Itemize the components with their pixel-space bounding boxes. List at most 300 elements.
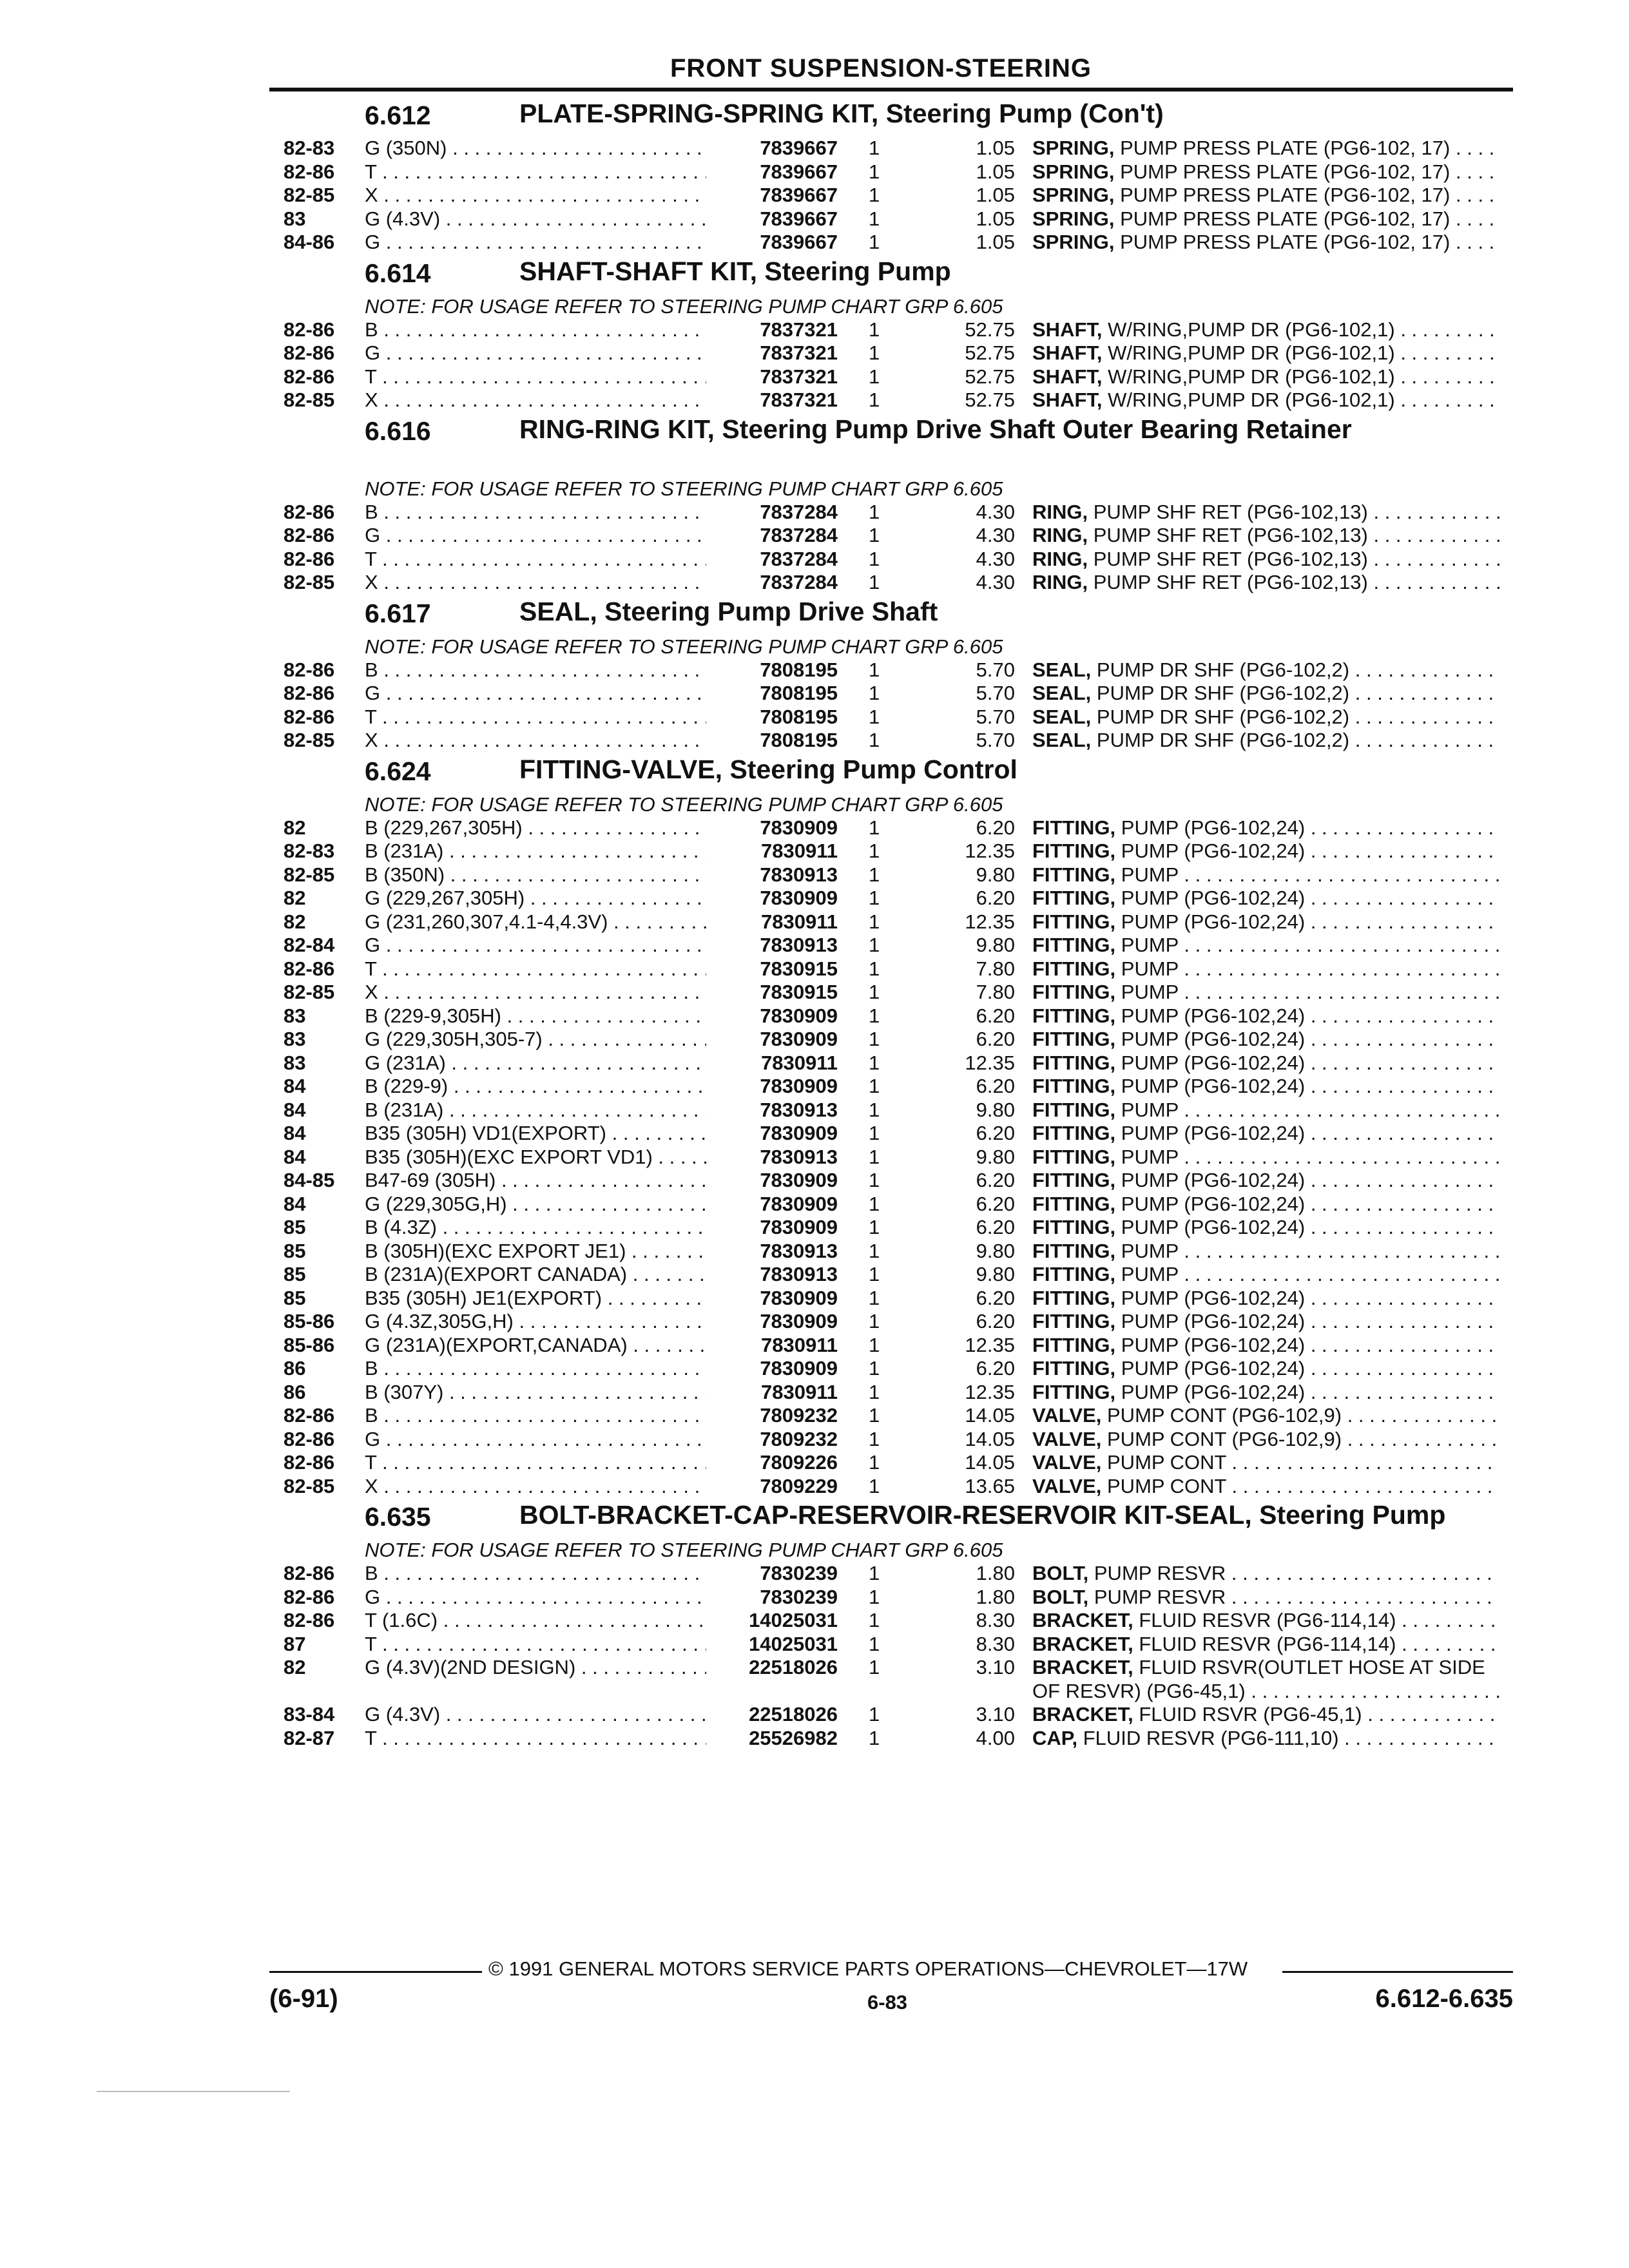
part-row — [0, 1146, 1629, 1169]
page-number: 6-83 — [867, 1991, 908, 2013]
part-description — [1032, 934, 1503, 957]
part-description-keyword: SPRING, — [1032, 184, 1115, 206]
part-description-text: PUMP — [1121, 1098, 1179, 1121]
section-number: 6.617 — [365, 598, 431, 628]
part-description-keyword: FITTING, — [1032, 1075, 1116, 1097]
model-code: G . . . — [365, 1586, 706, 1610]
part-number: 14025031 — [749, 1632, 838, 1655]
part-description-text: PUMP (PG6-102,24) — [1121, 887, 1306, 909]
quantity: 1 — [869, 571, 880, 593]
part-row — [0, 910, 1629, 934]
part-description-keyword: FITTING, — [1032, 1239, 1116, 1262]
model-code: G (229,305H,305-7) . . . — [365, 1028, 706, 1052]
part-number: 7830915 — [760, 981, 838, 1003]
part-description-text: PUMP — [1121, 981, 1179, 1003]
part-row — [0, 1451, 1629, 1475]
part-description-text: FLUID RSVR (PG6-45,1) — [1139, 1703, 1362, 1725]
part-description-keyword: BOLT, — [1032, 1585, 1089, 1608]
model-code: G (229,267,305H) . . . — [365, 887, 706, 910]
part-description-keyword: SHAFT, — [1032, 341, 1103, 364]
part-row — [0, 1263, 1629, 1287]
model-code: G . . . — [365, 341, 706, 365]
part-description-keyword: SPRING, — [1032, 231, 1115, 253]
part-description — [1032, 1287, 1503, 1311]
part-number: 7830909 — [760, 1004, 838, 1027]
section-title: SHAFT-SHAFT KIT, Steering Pump — [519, 256, 951, 286]
model-code: G (4.3V) . . . — [365, 207, 706, 231]
model-year: 85-86 — [284, 1310, 335, 1332]
group-range: 6.612-6.635 — [1375, 1984, 1513, 2013]
part-description-keyword: VALVE, — [1032, 1427, 1102, 1450]
quantity: 1 — [869, 1404, 880, 1427]
part-description — [1032, 548, 1503, 572]
model-year: 82-86 — [284, 957, 335, 980]
header-divider — [269, 88, 1513, 91]
part-description — [1032, 184, 1503, 207]
part-description — [1032, 501, 1503, 524]
part-row — [0, 1052, 1629, 1075]
price: 3.10 — [976, 1703, 1015, 1725]
part-description-keyword: FITTING, — [1032, 887, 1116, 909]
part-description-keyword: BOLT, — [1032, 1562, 1089, 1584]
part-description-text: FLUID RSVR(OUTLET HOSE AT SIDE OF RESVR) (PG6-45,1) — [1032, 1656, 1485, 1702]
part-row — [0, 658, 1629, 682]
part-description — [1032, 1609, 1503, 1633]
part-description — [1032, 1586, 1503, 1610]
model-year: 82-86 — [284, 341, 335, 364]
part-description-keyword: SHAFT, — [1032, 389, 1103, 411]
model-code: B35 (305H)(EXC EXPORT VD1) . . . — [365, 1146, 706, 1169]
part-description — [1032, 658, 1503, 682]
scan-artifact — [97, 2091, 290, 2092]
part-row — [0, 816, 1629, 840]
part-description-text: PUMP PRESS PLATE (PG6-102, 17) — [1120, 184, 1451, 206]
part-description — [1032, 389, 1503, 412]
part-description — [1032, 1028, 1503, 1052]
part-row — [0, 1727, 1629, 1751]
part-description-text: PUMP PRESS PLATE (PG6-102, 17) — [1120, 231, 1451, 253]
part-description — [1032, 1404, 1503, 1428]
part-description-text: PUMP (PG6-102,24) — [1121, 1192, 1306, 1215]
part-description-keyword: SPRING, — [1032, 207, 1115, 230]
part-number: 7830909 — [760, 1216, 838, 1238]
quantity: 1 — [869, 1357, 880, 1379]
part-description-keyword: BRACKET, — [1032, 1656, 1133, 1678]
quantity: 1 — [869, 207, 880, 230]
part-description-text: PUMP SHF RET (PG6-102,13) — [1093, 547, 1368, 570]
part-description — [1032, 840, 1503, 863]
part-description-keyword: FITTING, — [1032, 934, 1116, 956]
part-description-keyword: SPRING, — [1032, 160, 1115, 183]
part-description-keyword: CAP, — [1032, 1726, 1078, 1749]
quantity: 1 — [869, 840, 880, 862]
part-row — [0, 1428, 1629, 1452]
quantity: 1 — [869, 1004, 880, 1027]
part-description-text: PUMP SHF RET (PG6-102,13) — [1093, 500, 1368, 523]
part-description-text: PUMP DR SHF (PG6-102,2) — [1096, 658, 1350, 681]
part-description — [1032, 1146, 1503, 1169]
model-year: 82 — [284, 1656, 306, 1678]
part-number: 7839667 — [760, 231, 838, 253]
part-description-keyword: SHAFT, — [1032, 365, 1103, 388]
section-heading — [365, 101, 1629, 137]
part-description — [1032, 1381, 1503, 1405]
model-year: 82-85 — [284, 981, 335, 1003]
quantity: 1 — [869, 1192, 880, 1215]
part-description-keyword: RING, — [1032, 547, 1088, 570]
part-number: 7830911 — [761, 1333, 838, 1356]
price: 5.70 — [976, 658, 1015, 681]
part-description-keyword: RING, — [1032, 524, 1088, 546]
part-row — [0, 1004, 1629, 1028]
revision-date: (6-91) — [269, 1984, 338, 2013]
part-number: 7830239 — [760, 1585, 838, 1608]
price: 9.80 — [976, 1098, 1015, 1121]
model-code: X . . . — [365, 571, 706, 595]
quantity: 1 — [869, 1263, 880, 1285]
part-description-text: PUMP (PG6-102,24) — [1121, 1310, 1306, 1332]
model-year: 84 — [284, 1145, 306, 1168]
model-code: G (229,305G,H) . . . — [365, 1193, 706, 1216]
part-number: 7830909 — [760, 816, 838, 839]
part-description — [1032, 1240, 1503, 1264]
model-code: G . . . — [365, 682, 706, 706]
price: 6.20 — [976, 1216, 1015, 1238]
part-number: 7830909 — [760, 1075, 838, 1097]
part-description-text: PUMP (PG6-102,24) — [1121, 910, 1306, 933]
part-number: 7808195 — [760, 658, 838, 681]
model-code: B (229-9,305H) . . . — [365, 1004, 706, 1028]
section-note: NOTE: FOR USAGE REFER TO STEERING PUMP CHART GRP 6.605 — [365, 793, 1003, 816]
part-row — [0, 1475, 1629, 1499]
part-row — [0, 207, 1629, 231]
part-number: 7808195 — [760, 729, 838, 751]
model-year: 83-84 — [284, 1703, 335, 1725]
part-description-text: PUMP (PG6-102,24) — [1121, 1169, 1306, 1191]
price: 9.80 — [976, 1263, 1015, 1285]
part-row — [0, 1586, 1629, 1610]
model-year: 85 — [284, 1286, 306, 1309]
quantity: 1 — [869, 1286, 880, 1309]
part-number: 7839667 — [760, 207, 838, 230]
model-code: B (4.3Z) . . . — [365, 1216, 706, 1240]
price: 1.05 — [976, 231, 1015, 253]
price: 9.80 — [976, 934, 1015, 956]
part-description-text: PUMP (PG6-102,24) — [1121, 1075, 1306, 1097]
part-description-keyword: FITTING, — [1032, 1310, 1116, 1332]
quantity: 1 — [869, 1169, 880, 1191]
part-number: 7837284 — [760, 524, 838, 546]
part-description-text: PUMP CONT — [1107, 1474, 1226, 1497]
part-description — [1032, 1004, 1503, 1028]
part-number: 7839667 — [760, 137, 838, 159]
part-row — [0, 1633, 1629, 1657]
part-row — [0, 231, 1629, 255]
part-description-keyword: FITTING, — [1032, 1028, 1116, 1050]
part-row — [0, 160, 1629, 184]
part-number: 7809226 — [760, 1451, 838, 1474]
part-description-keyword: VALVE, — [1032, 1451, 1102, 1474]
part-description — [1032, 1263, 1503, 1287]
part-description — [1032, 863, 1503, 887]
quantity: 1 — [869, 1474, 880, 1497]
part-description-keyword: FITTING, — [1032, 1286, 1116, 1309]
part-number: 7830911 — [761, 840, 838, 862]
price: 1.05 — [976, 184, 1015, 206]
price: 6.20 — [976, 1310, 1015, 1332]
quantity: 1 — [869, 1656, 880, 1678]
part-description-keyword: FITTING, — [1032, 1263, 1116, 1285]
model-code: G (231A) . . . — [365, 1052, 706, 1075]
model-year: 82-86 — [284, 500, 335, 523]
price: 7.80 — [976, 957, 1015, 980]
part-row — [0, 682, 1629, 706]
section-note: NOTE: FOR USAGE REFER TO STEERING PUMP CHART GRP 6.605 — [365, 294, 1003, 318]
part-number: 7830913 — [760, 1145, 838, 1168]
part-description — [1032, 137, 1503, 160]
model-code: G (4.3V) . . . — [365, 1703, 706, 1727]
price: 6.20 — [976, 887, 1015, 909]
part-row — [0, 957, 1629, 981]
part-description — [1032, 706, 1503, 729]
part-description-keyword: FITTING, — [1032, 840, 1116, 862]
part-row — [0, 1310, 1629, 1334]
part-description-text: PUMP (PG6-102,24) — [1121, 1216, 1306, 1238]
model-code: B . . . — [365, 1404, 706, 1428]
model-code: B (229,267,305H) . . . — [365, 816, 706, 840]
section-title: FITTING-VALVE, Steering Pump Control — [519, 754, 1017, 784]
model-year: 82 — [284, 816, 306, 839]
quantity: 1 — [869, 981, 880, 1003]
section-note: NOTE: FOR USAGE REFER TO STEERING PUMP CHART GRP 6.605 — [365, 1539, 1003, 1561]
part-description-text: PUMP (PG6-102,24) — [1121, 1380, 1306, 1403]
part-description-text: PUMP (PG6-102,24) — [1121, 1122, 1306, 1144]
model-year: 82-83 — [284, 840, 335, 862]
part-row — [0, 1240, 1629, 1264]
model-code: T . . . — [365, 1451, 706, 1475]
footer-divider-right — [1282, 1971, 1513, 1973]
model-year: 82-86 — [284, 160, 335, 183]
quantity: 1 — [869, 160, 880, 183]
price: 12.35 — [965, 1051, 1015, 1074]
model-code: G . . . — [365, 934, 706, 957]
quantity: 1 — [869, 1562, 880, 1584]
part-description — [1032, 1075, 1503, 1099]
quantity: 1 — [869, 547, 880, 570]
part-description — [1032, 816, 1503, 840]
part-description — [1032, 1310, 1503, 1334]
section-heading — [365, 756, 1629, 793]
part-description-text: PUMP — [1121, 1263, 1179, 1285]
quantity: 1 — [869, 705, 880, 728]
quantity: 1 — [869, 184, 880, 206]
model-year: 82-84 — [284, 934, 335, 956]
part-number: 25526982 — [749, 1726, 838, 1749]
quantity: 1 — [869, 1051, 880, 1074]
model-code: G (231A)(EXPORT,CANADA) . . . — [365, 1334, 706, 1358]
part-row — [0, 1357, 1629, 1381]
part-description-keyword: BRACKET, — [1032, 1703, 1133, 1725]
model-year: 82-86 — [284, 547, 335, 570]
model-year: 83 — [284, 1028, 306, 1050]
price: 4.30 — [976, 571, 1015, 593]
price: 4.30 — [976, 547, 1015, 570]
quantity: 1 — [869, 1703, 880, 1725]
quantity: 1 — [869, 1585, 880, 1608]
part-number: 7809229 — [760, 1474, 838, 1497]
section-heading — [365, 596, 1629, 635]
part-description-text: PUMP DR SHF (PG6-102,2) — [1096, 705, 1350, 728]
section-number: 6.612 — [365, 101, 431, 130]
price: 6.20 — [976, 1286, 1015, 1309]
part-description-keyword: SEAL, — [1032, 729, 1092, 751]
part-row — [0, 571, 1629, 595]
price: 3.10 — [976, 1656, 1015, 1678]
price: 6.20 — [976, 1122, 1015, 1144]
model-year: 85 — [284, 1263, 306, 1285]
part-description-text: PUMP PRESS PLATE (PG6-102, 17) — [1120, 207, 1451, 230]
price: 6.20 — [976, 1004, 1015, 1027]
part-description-text: PUMP (PG6-102,24) — [1121, 1286, 1306, 1309]
model-code: B (229-9) . . . — [365, 1075, 706, 1099]
model-year: 84 — [284, 1192, 306, 1215]
model-code: B35 (305H) VD1(EXPORT) . . . — [365, 1122, 706, 1146]
part-number: 7830909 — [760, 1192, 838, 1215]
part-number: 7839667 — [760, 184, 838, 206]
part-row — [0, 1562, 1629, 1586]
quantity: 1 — [869, 1609, 880, 1631]
part-row — [0, 1287, 1629, 1311]
part-number: 7830909 — [760, 1169, 838, 1191]
part-description-text: FLUID RESVR (PG6-114,14) — [1139, 1632, 1396, 1655]
quantity: 1 — [869, 816, 880, 839]
model-year: 82 — [284, 910, 306, 933]
part-description — [1032, 1216, 1503, 1240]
part-description-text: PUMP PRESS PLATE (PG6-102, 17) — [1120, 137, 1451, 159]
price: 4.30 — [976, 524, 1015, 546]
price: 14.05 — [965, 1451, 1015, 1474]
part-number: 7809232 — [760, 1427, 838, 1450]
section-number: 6.614 — [365, 258, 431, 288]
price: 52.75 — [965, 365, 1015, 388]
part-number: 7837284 — [760, 571, 838, 593]
quantity: 1 — [869, 1098, 880, 1121]
part-number: 7837321 — [760, 365, 838, 388]
part-number: 7830915 — [760, 957, 838, 980]
quantity: 1 — [869, 1451, 880, 1474]
part-description-text: PUMP PRESS PLATE (PG6-102, 17) — [1120, 160, 1451, 183]
part-description — [1032, 524, 1503, 548]
part-description-text: PUMP — [1121, 863, 1179, 886]
model-year: 85 — [284, 1216, 306, 1238]
part-number: 7809232 — [760, 1404, 838, 1427]
model-year: 82-85 — [284, 1474, 335, 1497]
part-description — [1032, 887, 1503, 910]
part-row — [0, 341, 1629, 365]
price: 5.70 — [976, 705, 1015, 728]
quantity: 1 — [869, 389, 880, 411]
part-description — [1032, 1451, 1503, 1475]
section-heading — [365, 416, 1629, 477]
part-description-text: FLUID RESVR (PG6-114,14) — [1139, 1609, 1396, 1631]
part-description — [1032, 729, 1503, 753]
model-code: G . . . — [365, 1428, 706, 1452]
quantity: 1 — [869, 1310, 880, 1332]
part-row — [0, 389, 1629, 412]
quantity: 1 — [869, 957, 880, 980]
part-description — [1032, 1703, 1503, 1727]
price: 12.35 — [965, 840, 1015, 862]
section-number: 6.624 — [365, 756, 431, 786]
part-row — [0, 1193, 1629, 1216]
part-row — [0, 1028, 1629, 1052]
part-description — [1032, 1727, 1503, 1751]
price: 1.80 — [976, 1562, 1015, 1584]
part-description-keyword: FITTING, — [1032, 1216, 1116, 1238]
model-code: G (4.3Z,305G,H) . . . — [365, 1310, 706, 1334]
part-description-text: PUMP RESVR — [1094, 1562, 1226, 1584]
model-code: T . . . — [365, 957, 706, 981]
model-year: 82-86 — [284, 1427, 335, 1450]
model-code: B47-69 (305H) . . . — [365, 1169, 706, 1193]
part-description — [1032, 1475, 1503, 1499]
model-code: G (231,260,307,4.1-4,4.3V) . . . — [365, 910, 706, 934]
part-number: 7808195 — [760, 682, 838, 704]
part-row — [0, 981, 1629, 1004]
part-description — [1032, 571, 1503, 595]
price: 52.75 — [965, 318, 1015, 341]
section-number: 6.616 — [365, 416, 431, 446]
part-description-text: W/RING,PUMP DR (PG6-102,1) — [1108, 389, 1395, 411]
model-code: B . . . — [365, 658, 706, 682]
model-code: G (4.3V)(2ND DESIGN) . . . — [365, 1656, 706, 1680]
model-year: 82-86 — [284, 1609, 335, 1631]
model-code: T . . . — [365, 1633, 706, 1657]
quantity: 1 — [869, 1216, 880, 1238]
part-description-text: PUMP — [1121, 957, 1179, 980]
model-year: 85-86 — [284, 1333, 335, 1356]
model-year: 82-85 — [284, 571, 335, 593]
part-description-text: PUMP (PG6-102,24) — [1121, 840, 1306, 862]
part-number: 7837321 — [760, 318, 838, 341]
model-code: B (305H)(EXC EXPORT JE1) . . . — [365, 1240, 706, 1264]
part-row — [0, 1609, 1629, 1633]
model-year: 82-85 — [284, 729, 335, 751]
model-year: 83 — [284, 1051, 306, 1074]
part-description-keyword: VALVE, — [1032, 1404, 1102, 1427]
part-description — [1032, 981, 1503, 1004]
quantity: 1 — [869, 318, 880, 341]
price: 5.70 — [976, 682, 1015, 704]
part-row — [0, 137, 1629, 160]
part-description-text: PUMP (PG6-102,24) — [1121, 1333, 1306, 1356]
part-description-text: PUMP (PG6-102,24) — [1121, 1028, 1306, 1050]
part-number: 22518026 — [749, 1703, 838, 1725]
model-code: B (231A) . . . — [365, 840, 706, 863]
part-description — [1032, 231, 1503, 255]
part-row — [0, 934, 1629, 957]
quantity: 1 — [869, 1427, 880, 1450]
model-code: G . . . — [365, 524, 706, 548]
part-row — [0, 1703, 1629, 1727]
part-description-keyword: SEAL, — [1032, 705, 1092, 728]
part-number: 7830909 — [760, 887, 838, 909]
quantity: 1 — [869, 1726, 880, 1749]
price: 4.00 — [976, 1726, 1015, 1749]
part-description-text: PUMP DR SHF (PG6-102,2) — [1096, 682, 1350, 704]
price: 6.20 — [976, 1192, 1015, 1215]
model-code: T (1.6C) . . . — [365, 1609, 706, 1633]
